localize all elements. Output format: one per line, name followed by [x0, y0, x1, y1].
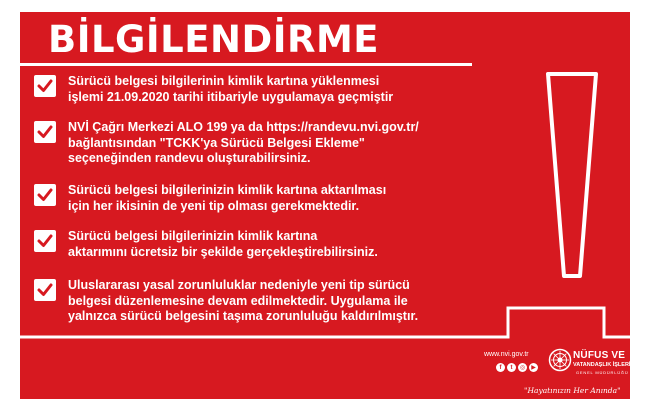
twitter-icon[interactable]: t: [507, 363, 516, 372]
footer: [20, 342, 630, 399]
facebook-icon[interactable]: f: [496, 363, 505, 372]
checkmark-icon: [34, 121, 56, 143]
list-item-text: Uluslararası yasal zorunluluklar nedeniyle yeni tip sürücü belgesi düzenlemesine devam edilmektedir. Uygulama ile yalnızca sürücü belgesini taşıma zorunluluğu kaldırılmıştır.: [68, 278, 419, 323]
slogan: "Hayatınızın Her Anında": [524, 386, 621, 395]
list-item-text: Sürücü belgesi bilgilerinizin kimlik kartına aktarılması için her ikisinin de yeni tip olması gerekmektedir.: [68, 183, 387, 213]
list-item: [34, 120, 419, 167]
logo-text-sub: VATANDAŞLIK İŞLERİ: [573, 362, 630, 368]
checkmark-icon: [34, 75, 56, 97]
social-links: [496, 363, 538, 372]
youtube-icon[interactable]: ▶: [529, 363, 538, 372]
list-item: [34, 278, 418, 325]
list-item: [34, 74, 393, 105]
nvi-logo-emblem-icon: [548, 348, 572, 372]
list-item-text: Sürücü belgesi bilgilerinizin kimlik kartına aktarımını ücretsiz bir şekilde gerçekleştirebilirsiniz.: [68, 229, 378, 259]
info-poster: [20, 12, 630, 399]
list-item: [34, 183, 386, 214]
website-link[interactable]: www.nvi.gov.tr: [484, 351, 529, 358]
poster-title: BİLGİLENDİRME: [48, 18, 380, 61]
list-item-text: Sürücü belgesi bilgilerinin kimlik kartına yüklenmesi işlemi 21.09.2020 tarihi itibariyle uygulamaya geçmiştir: [68, 74, 394, 104]
checkmark-icon: [34, 279, 56, 301]
logo-text-main: NÜFUS VE: [573, 350, 626, 361]
list-item-text: NVİ Çağrı Merkezi ALO 199 ya da https://randevu.nvi.gov.tr/ bağlantısından "TCKK'ya Sürücü Belgesi Ekleme" seçeneğinden randevu oluşturabilirsiniz.: [68, 120, 419, 165]
checkmark-icon: [34, 230, 56, 252]
logo-text-small: GENEL MÜDÜRLÜĞÜ: [576, 370, 629, 375]
instagram-icon[interactable]: ◎: [519, 365, 526, 371]
checkmark-icon: [34, 184, 56, 206]
list-item: [34, 229, 378, 260]
